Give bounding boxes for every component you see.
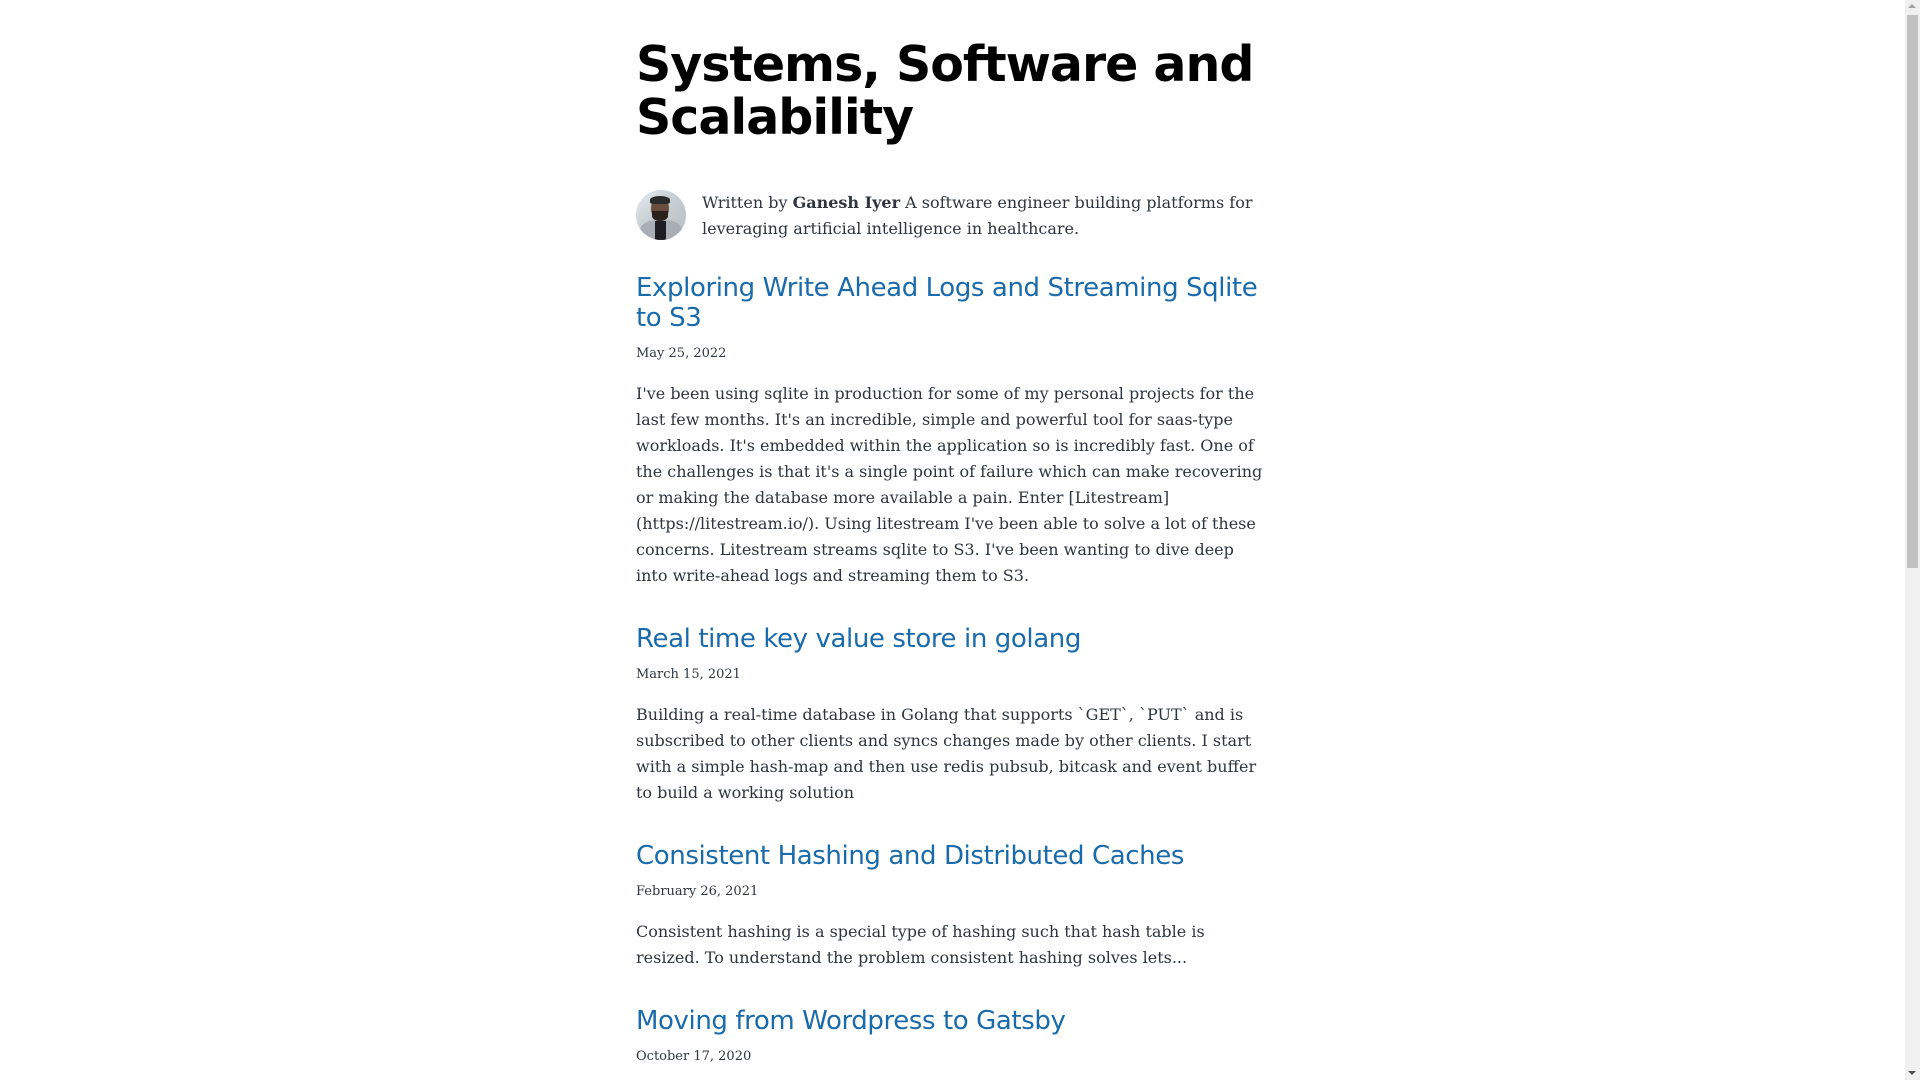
post-item — [636, 273, 1268, 589]
post-excerpt: Consistent hashing is a special type of hashing such that hash table is resized. To understand the problem consistent hashing solves lets... — [636, 922, 1205, 967]
bio-prefix: Written by — [702, 193, 793, 212]
post-date: March 15, 2021 — [636, 667, 741, 682]
author-avatar-icon — [636, 190, 686, 240]
post-title-link[interactable]: Exploring Write Ahead Logs and Streaming Sqlite to S3 — [636, 273, 1258, 333]
author-name: Ganesh Iyer — [792, 193, 901, 212]
avatar-shirt-shape — [655, 221, 666, 240]
post-title-link[interactable]: Real time key value store in golang — [636, 624, 1081, 654]
bio-description: A software engineer building platforms for leveraging artificial intelligence in healthcare. — [702, 193, 1253, 238]
post-date: October 17, 2020 — [636, 1049, 752, 1064]
avatar-hair-shape — [650, 196, 670, 204]
scroll-down-arrow-icon[interactable] — [1905, 1065, 1920, 1080]
avatar-beard-shape — [652, 211, 668, 221]
post-excerpt: Building a real-time database in Golang that supports `GET`, `PUT` and is subscribed to other clients and syncs changes made by other clients. I start with a simple hash-map and then use redis pubsub, bitcask and event buffer to build a working solution — [636, 705, 1257, 802]
post-date: February 26, 2021 — [636, 884, 759, 899]
post-item — [636, 841, 1268, 971]
main-content — [636, 0, 1268, 1066]
bio-text — [702, 190, 1268, 242]
post-excerpt: I've been using sqlite in production for some of my personal projects for the last few months. It's an incredible, simple and powerful tool for saas-type workloads. It's embedded within the application so is incredibly fast. One of the challenges is that it's a single point of failure which can make recovering or making the database more available a pain. Enter [Litestream](https://litestream.io/). Using litestream I've been able to solve a lot of these concerns. Litestream streams sqlite to S3. I've been wanting to dive deep into write-ahead logs and streaming them to S3. — [636, 384, 1263, 585]
site-title[interactable]: Systems, Software and Scalability — [636, 36, 1254, 146]
post-date: May 25, 2022 — [636, 346, 727, 361]
vertical-scrollbar[interactable] — [1905, 0, 1920, 1080]
scrollbar-thumb[interactable] — [1907, 15, 1918, 568]
post-title-link[interactable]: Consistent Hashing and Distributed Caches — [636, 841, 1184, 871]
post-item — [636, 624, 1268, 806]
post-title-link[interactable]: Moving from Wordpress to Gatsby — [636, 1006, 1066, 1036]
author-bio — [636, 190, 1268, 242]
post-item — [636, 1006, 1268, 1066]
scroll-up-arrow-icon[interactable] — [1905, 0, 1920, 15]
post-list — [636, 273, 1268, 1066]
